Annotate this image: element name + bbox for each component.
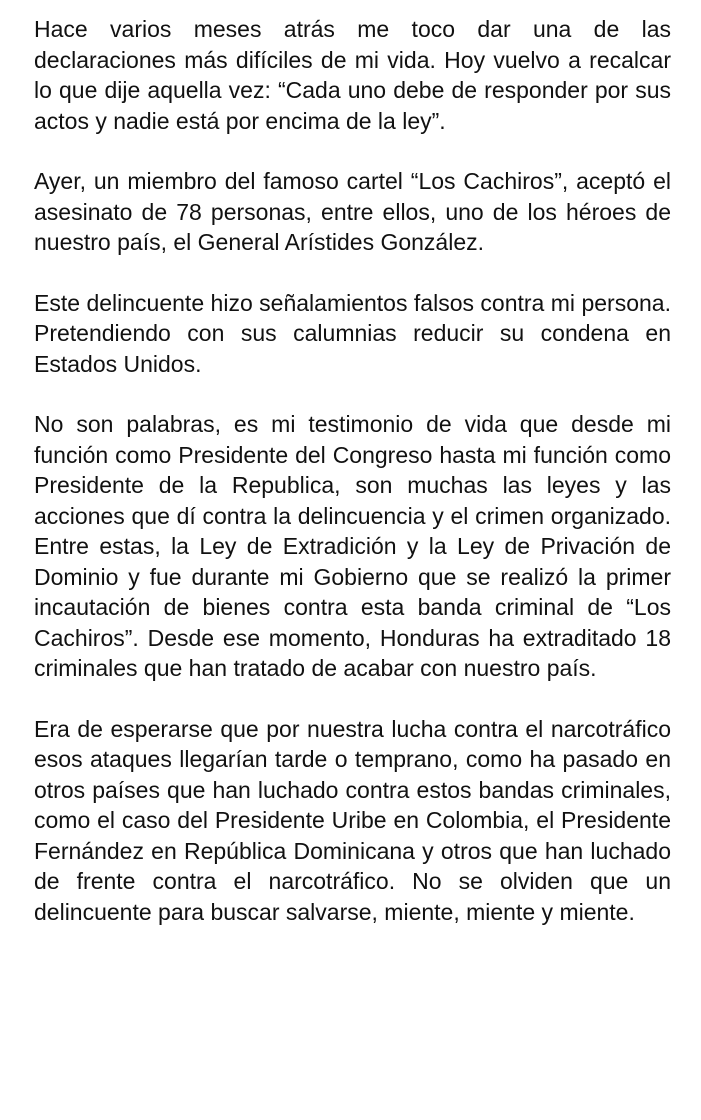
paragraph-4: No son palabras, es mi testimonio de vida que desde mi función como Presidente del Congreso hasta mi función como Presidente de la Republica, son muchas las leyes y las acciones que dí contra la delincuencia y el crimen organizado. Entre estas, la Ley de Extradición y la Ley de Privación de Dominio y fue durante mi Gobierno que se realizó la primer incautación de bienes contra esta banda criminal de “Los Cachiros”. Desde ese momento, Honduras ha extraditado 18 criminales que han tratado de acabar con nuestro país.	[34, 411, 671, 681]
paragraph-2: Ayer, un miembro del famoso cartel “Los Cachiros”, aceptó el asesinato de 78 personas, entre ellos, uno de los héroes de nuestro país, el General Arístides González.	[34, 168, 671, 255]
paragraph-3: Este delincuente hizo señalamientos falsos contra mi persona. Pretendiendo con sus calumnias reducir su condena en Estados Unidos.	[34, 289, 671, 377]
paragraph-1: Hace varios meses atrás me toco dar una de las declaraciones más difíciles de mi vida. Hoy vuelvo a recalcar lo que dije aquella vez: “Cada uno debe de responder por sus actos y nadie está por encima de la ley”.	[34, 16, 671, 134]
paragraph-5: Era de esperarse que por nuestra lucha contra el narcotráfico esos ataques llegarían tarde o temprano, como ha pasado en otros países que han luchado contra estos bandas criminales, como el caso del Presidente Uribe en Colombia, el Presidente Fernández en República Dominicana y otros que han luchado de frente contra el narcotráfico. No se olviden que un delincuente para buscar salvarse, miente, miente y miente.	[34, 715, 671, 925]
